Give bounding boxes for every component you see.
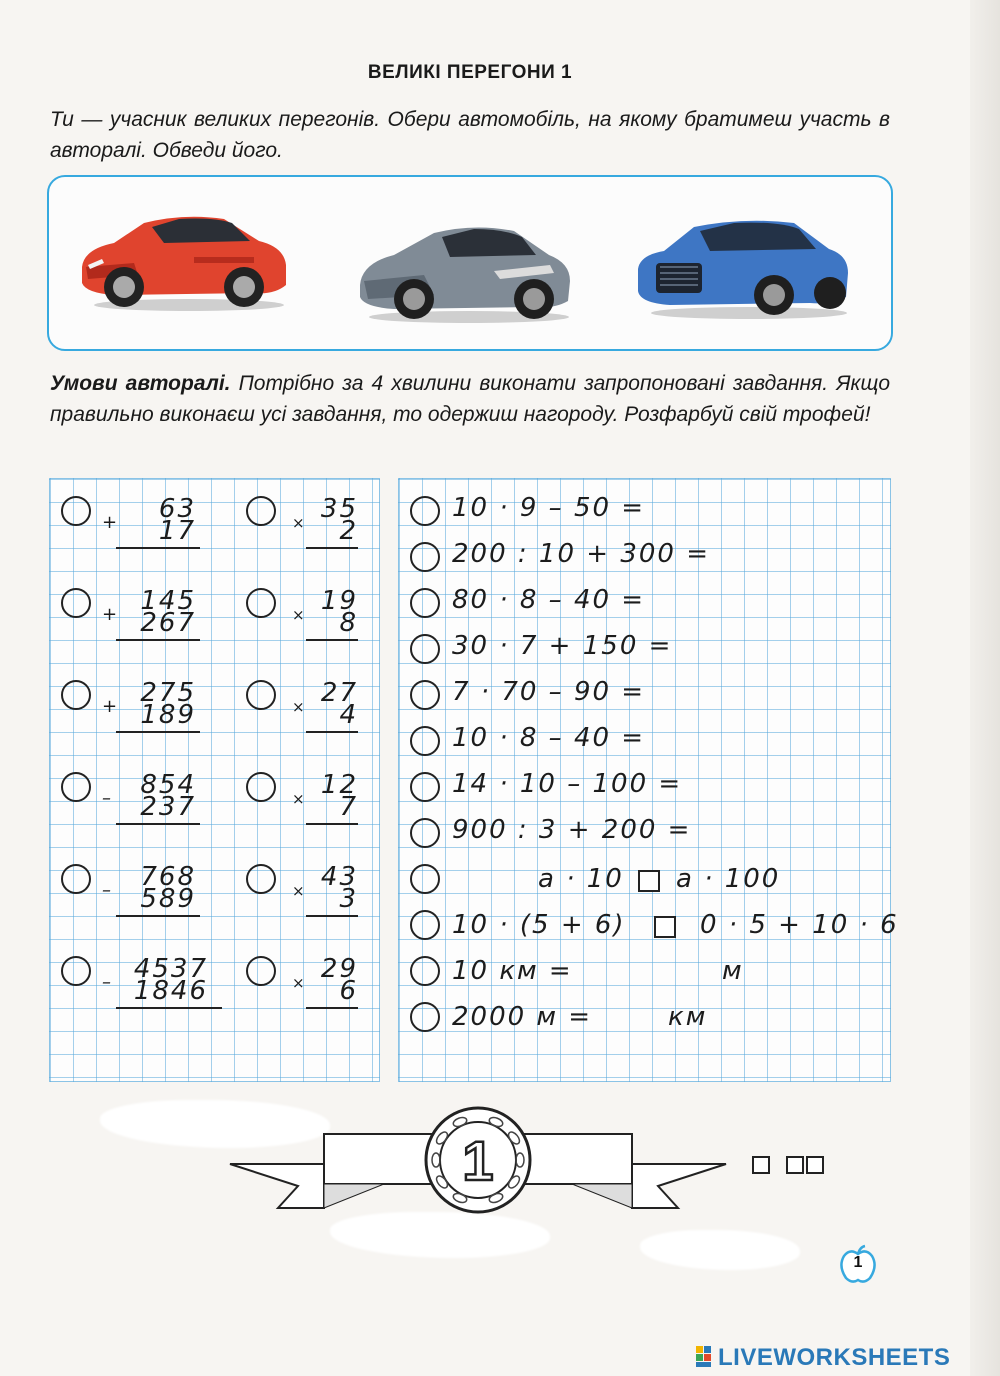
intro-text: Ти — учасник великих перегонів. Обери автомобіль, на якому братимеш участь в авторалі. Обведи його. <box>50 108 890 162</box>
answer-circle[interactable] <box>246 496 276 526</box>
conditions-body: Потрібно за 4 хвилини виконати запропоновані завдання. Якщо правильно виконаєш усі завдання, то одержиш нагороду. Розфарбуй свій трофей! <box>50 372 890 426</box>
answer-circle[interactable] <box>246 772 276 802</box>
compare-box[interactable] <box>638 870 660 892</box>
answer-circle[interactable] <box>410 1002 440 1032</box>
trophy-number: 1 <box>462 1129 494 1192</box>
answer-circle[interactable] <box>410 772 440 802</box>
expression: 200 : 10 + 300 = <box>452 539 710 569</box>
answer-circle[interactable] <box>410 496 440 526</box>
rating-box[interactable] <box>786 1156 804 1174</box>
answer-circle[interactable] <box>61 588 91 618</box>
answer-circle[interactable] <box>61 680 91 710</box>
rating-box[interactable] <box>752 1156 770 1174</box>
answer-circle[interactable] <box>410 680 440 710</box>
expression: 80 · 8 – 40 = <box>452 585 646 615</box>
compare-box[interactable] <box>654 916 676 938</box>
multiply-problem: × 27 4 <box>292 684 362 754</box>
answer-circle[interactable] <box>61 956 91 986</box>
red-car-image[interactable] <box>74 205 294 315</box>
answer-circle[interactable] <box>410 588 440 618</box>
cars-frame <box>47 175 893 351</box>
expression: 10 · 9 – 50 = <box>452 493 646 523</box>
multiply-problem: × 35 2 <box>292 500 362 570</box>
expression: 7 · 70 – 90 = <box>452 677 646 707</box>
multiply-problem: × 12 7 <box>292 776 362 846</box>
conditions-label: Умови авторалі. <box>50 372 231 395</box>
conversion-left: 2000 м = <box>452 1002 593 1032</box>
compare-left: 10 · (5 + 6) <box>452 910 626 940</box>
expression: 900 : 3 + 200 = <box>452 815 692 845</box>
answer-circle[interactable] <box>410 726 440 756</box>
multiply-problem: × 43 3 <box>292 868 362 938</box>
answer-circle[interactable] <box>410 542 440 572</box>
rating-box[interactable] <box>806 1156 824 1174</box>
brand-watermark: LIVEWORKSHEETS <box>718 1344 951 1371</box>
page-title: ВЕЛИКІ ПЕРЕГОНИ 1 <box>367 62 573 83</box>
answer-circle[interactable] <box>246 680 276 710</box>
conversion-unit: м <box>722 956 744 986</box>
silver-car-image[interactable] <box>354 215 576 325</box>
answer-circle[interactable] <box>61 864 91 894</box>
conversion-unit: км <box>668 1002 708 1032</box>
conversion-left: 10 км = <box>452 956 573 986</box>
answer-circle[interactable] <box>246 956 276 986</box>
answer-circle[interactable] <box>61 772 91 802</box>
conditions-text <box>50 368 890 430</box>
page-edge <box>970 0 1000 1376</box>
compare-right: а · 100 <box>676 864 781 894</box>
answer-circle[interactable] <box>61 496 91 526</box>
expression: 14 · 10 – 100 = <box>452 769 683 799</box>
expression: 10 · 8 – 40 = <box>452 723 646 753</box>
column-problem: + 145 267 <box>102 592 212 662</box>
expression: 30 · 7 + 150 = <box>452 631 673 661</box>
answer-circle[interactable] <box>410 634 440 664</box>
answer-circle[interactable] <box>410 818 440 848</box>
column-problem: + 63 17 <box>102 500 212 570</box>
column-problem: – 854 237 <box>102 776 212 846</box>
blue-car-image[interactable] <box>634 211 854 321</box>
trophy-ribbon[interactable] <box>228 1104 728 1214</box>
answer-circle[interactable] <box>246 864 276 894</box>
answer-circle[interactable] <box>410 956 440 986</box>
compare-right: 0 · 5 + 10 · 6 <box>700 910 899 940</box>
answer-circle[interactable] <box>410 864 440 894</box>
multiply-problem: × 29 6 <box>292 960 362 1030</box>
answer-circle[interactable] <box>246 588 276 618</box>
column-problem: – 768 589 <box>102 868 212 938</box>
answer-circle[interactable] <box>410 910 440 940</box>
column-problem: + 275 189 <box>102 684 212 754</box>
multiply-problem: × 19 8 <box>292 592 362 662</box>
liveworksheets-logo-icon <box>696 1346 712 1368</box>
page-number: 1 <box>853 1254 863 1271</box>
compare-left: а · 10 <box>538 864 624 894</box>
column-problem: – 4537 1846 <box>102 960 212 1030</box>
